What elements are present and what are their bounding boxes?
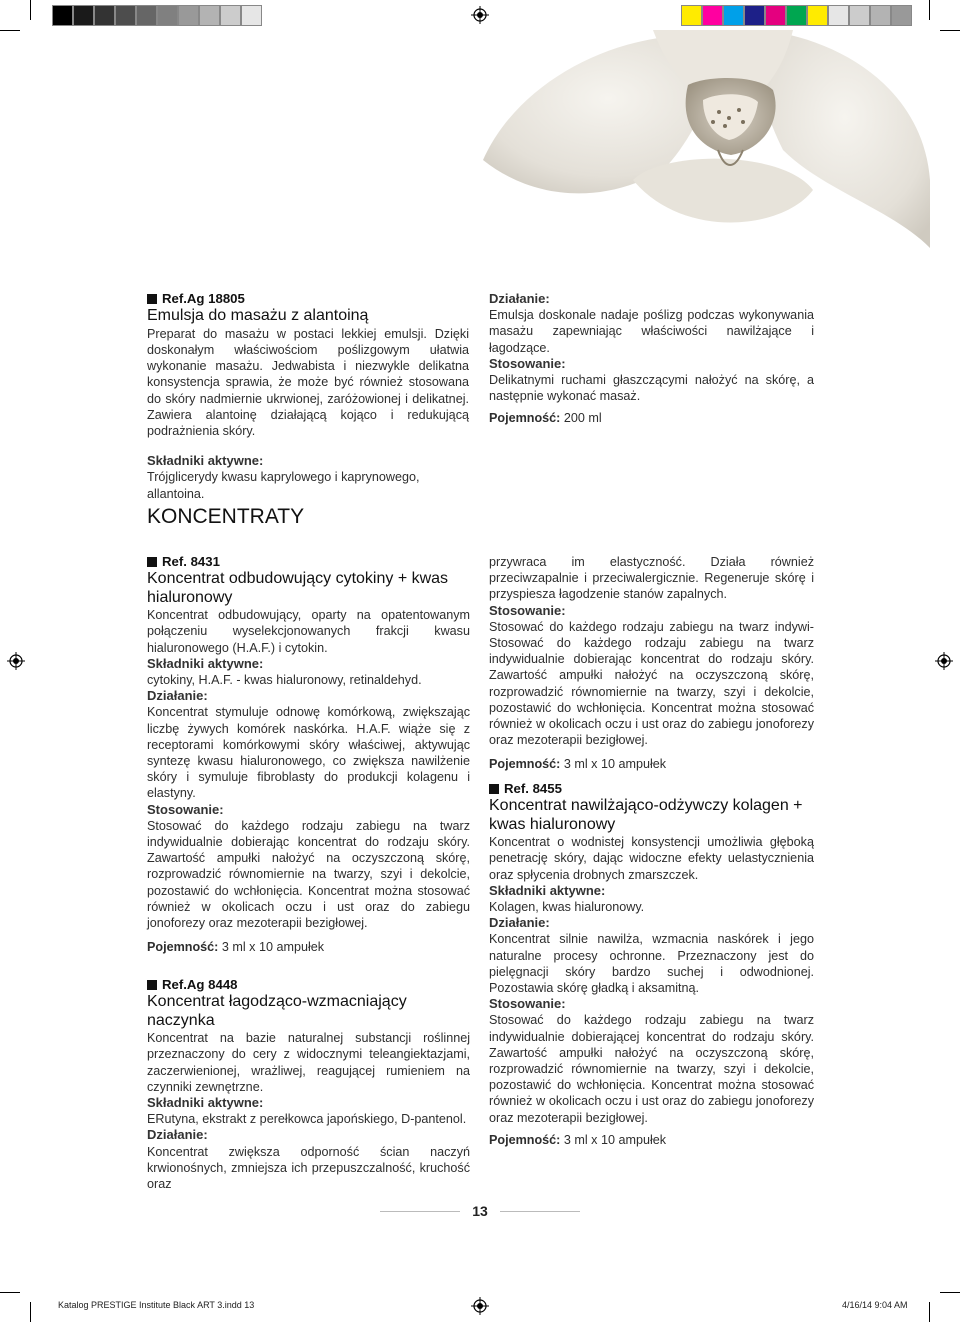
page-number: 13 xyxy=(472,1203,488,1219)
capacity-value: 3 ml x 10 ampułek xyxy=(563,757,667,772)
color-swatch xyxy=(786,5,807,26)
crop-mark xyxy=(30,0,31,20)
crop-mark xyxy=(940,1292,960,1293)
color-swatch xyxy=(744,5,765,26)
section-title: KONCENTRATY xyxy=(147,505,305,528)
registration-mark-icon xyxy=(935,652,953,670)
product-description: Koncentrat odbudowujący, oparty na opatentowanym połączeniu wyselekcjonowanych frakcji kwasu hialuronowego (H.A.F.) i cytokin. xyxy=(147,608,470,655)
registration-mark-icon xyxy=(471,1297,489,1315)
ingredients-label: Składniki aktywne: xyxy=(147,655,264,671)
square-bullet-icon xyxy=(147,294,157,304)
product-description: Preparat do masażu w postaci lekkiej emulsji. Dzięki doskonałym właściwościom poślizgowym ułatwia wykonanie masażu. Jedwabista i niezwykle delikatna konsystencja sprawia, że może być również stosowana do skóry nadmiernie ukrwionej, zaróżowionej i delikatnej. Zawiera alantoinę działającą kojąco i redukującą podrażnienia skóry. xyxy=(147,326,469,438)
capacity-value: 3 ml x 10 ampułek xyxy=(221,940,325,955)
square-bullet-icon xyxy=(489,784,499,794)
color-swatch xyxy=(94,5,115,26)
capacity-line xyxy=(489,1132,814,1148)
color-swatch xyxy=(828,5,849,26)
color-swatch xyxy=(870,5,891,26)
orchid-photo xyxy=(463,30,930,248)
capacity-label: Pojemność: xyxy=(489,1132,561,1147)
color-swatch xyxy=(52,5,73,26)
action-text: Emulsja doskonale nadaje poślizg podczas wykonywania masażu zapewniając właściwości nawilżające i łagodzące. xyxy=(489,308,814,355)
color-swatch xyxy=(891,5,912,26)
capacity-label: Pojemność: xyxy=(489,757,561,772)
ingredients-text: Kolagen, kwas hialuronowy. xyxy=(489,900,645,915)
product-ref: Ref.Ag 18805 xyxy=(147,291,469,307)
product-ref: Ref.Ag 8448 xyxy=(147,977,470,993)
ingredients-text: ERutyna, ekstrakt z perełkowca japońskiego, D-pantenol. xyxy=(147,1112,467,1127)
action-label: Działanie: xyxy=(489,915,550,931)
color-swatch xyxy=(157,5,178,26)
action-label: Działanie: xyxy=(147,688,208,704)
action-text-continued: przywraca im elastyczność. Działa również przeciwzapalnie i przeciwalergicznie. Regeneruje skórę i przyspiesza łagodzenie stanów zapalnych. xyxy=(489,555,814,602)
color-swatch xyxy=(220,5,241,26)
product-1-left-column xyxy=(147,291,469,502)
usage-label: Stosowanie: xyxy=(489,602,566,618)
product-description: Koncentrat na bazie naturalnej substancji roślinnej przeznaczony do cery z widocznymi teleangiektazjami, zaczerwienionej, wrażliwej, reagującej rumieniem na czynniki zewnętrzne. xyxy=(147,1031,470,1094)
capacity-label: Pojemność: xyxy=(489,411,561,426)
action-label: Działanie: xyxy=(489,291,550,306)
product-3-continued-column xyxy=(489,554,814,773)
color-swatch xyxy=(73,5,94,26)
grayscale-color-bar xyxy=(52,5,262,26)
color-swatch xyxy=(849,5,870,26)
capacity-value: 3 ml x 10 ampułek xyxy=(563,1132,667,1147)
registration-mark-icon xyxy=(471,6,489,24)
color-swatch xyxy=(136,5,157,26)
action-label: Działanie: xyxy=(147,1127,208,1143)
product-2-column xyxy=(147,554,470,955)
usage-text: Stosować do każdego rodzaju zabiegu na twarz indywi- Stosować do każdego rodzaju zabiegu na twarz indywidualnie dobierając koncentrat do rodzaju skóry. Zawartość ampułki nałożyć na oczyszczoną skórę, rozprowadzić równomiernie na twarzy, szyi i dekolcie, pozostawić do wchłonięcia. Koncentrat można stosować również w okolicach oczu i ust oraz do zabiegu jonoforezy oraz mezoterapii bezigłowej. xyxy=(489,619,814,748)
action-text: Koncentrat zwiększa odporność ścian naczyń krwionośnych, zmniejsza ich przepuszczalność, kruchość oraz xyxy=(147,1144,470,1192)
product-ref: Ref. 8431 xyxy=(147,554,470,570)
crop-mark xyxy=(929,0,930,20)
crop-mark xyxy=(929,1302,930,1322)
color-swatch xyxy=(178,5,199,26)
usage-text: Stosować do każdego rodzaju zabiegu na twarz indywidualnie dobierającej koncentrat do rodzaju skóry. Zawartość ampułki nałożyć na oczyszczoną skórę, rozprowadzić równomiernie na twarzy, szyi i dekolcie, pozostawić do wchłonięcia. Koncentrat można stosować również w okolicach oczu i ust oraz do zabiegu jonoforezy oraz mezoterapii bezigłowej. xyxy=(489,1013,814,1125)
color-swatch xyxy=(199,5,220,26)
usage-label: Stosowanie: xyxy=(147,801,224,817)
color-swatch xyxy=(807,5,828,26)
usage-label: Stosowanie: xyxy=(489,996,566,1012)
ingredients-label: Składniki aktywne: xyxy=(147,1095,264,1111)
product-title: Koncentrat nawilżająco-odżywczy kolagen + kwas hialuronowy xyxy=(489,797,803,833)
crop-mark xyxy=(0,30,20,31)
capacity-label: Pojemność: xyxy=(147,940,219,955)
capacity-line xyxy=(489,410,814,426)
crop-mark xyxy=(940,30,960,31)
ingredients-text: Trójglicerydy kwasu kaprylowego i kaprynowego, allantoina. xyxy=(147,470,420,501)
crop-mark xyxy=(30,1302,31,1322)
ingredients-text: cytokiny, H.A.F. - kwas hialuronowy, retinaldehyd. xyxy=(147,673,422,688)
product-title: Koncentrat odbudowujący cytokiny + kwas hialuronowy xyxy=(147,570,449,606)
color-swatch xyxy=(702,5,723,26)
square-bullet-icon xyxy=(147,557,157,567)
cmyk-color-bar xyxy=(681,5,912,26)
crop-mark xyxy=(0,1292,20,1293)
capacity-value: 200 ml xyxy=(563,411,602,426)
footer-file-info: Katalog PRESTIGE Institute Black ART 3.indd 13 xyxy=(58,1300,255,1310)
product-3-column xyxy=(147,977,470,1192)
product-1-right-column xyxy=(489,291,814,427)
capacity-line xyxy=(489,756,814,772)
product-description: Koncentrat o wodnistej konsystencji umożliwia głęboką penetrację skóry, dając widoczne efekty uelastycznienia oraz spłycenia drobnych zmarszczek. xyxy=(489,835,814,882)
usage-text: Stosować do każdego rodzaju zabiegu na twarz indywidualnie dobierając koncentrat do rodzaju skóry. Zawartość ampułki nałożyć na oczyszczoną skórę, rozprowadzić równomiernie na twarzy, szyi i dekolcie, pozostawić do wchłonięcia. Koncentrat można stosować również w okolicach oczu i ust oraz do zabiegu jonoforezy oraz mezoterapii bezigłowej. xyxy=(147,818,470,931)
product-ref: Ref. 8455 xyxy=(489,781,814,797)
usage-label: Stosowanie: xyxy=(489,355,566,371)
square-bullet-icon xyxy=(147,980,157,990)
product-title: Emulsja do masażu z alantoiną xyxy=(147,307,369,325)
action-text: Koncentrat stymuluje odnowę komórkową, zwiększając liczbę żywych komórek naskórka. H.A.F. wiąże się z receptorami komórkowymi skóry właściwej, aktywując syntezę kwasu hialuronowego, co zwiększa nawilżenie skóry i symuluje fibroblasty do produkcji kolagenu i elastyny. xyxy=(147,705,470,801)
ingredients-label: Składniki aktywne: xyxy=(147,453,264,469)
action-text: Koncentrat silnie nawilża, wzmacnia naskórek i jego naturalne procesy ochronne. Przeznaczony jest do pielęgnacji skóry bardzo suchej i odwodnionej. Pozostawia skórę gładką i aksamitną. xyxy=(489,932,814,996)
product-4-column xyxy=(489,781,814,1148)
page-number-rule-right xyxy=(500,1211,580,1212)
usage-text: Delikatnymi ruchami głaszczącymi nałożyć na skórę, a następnie wykonać masaż. xyxy=(489,373,814,404)
color-swatch xyxy=(115,5,136,26)
product-title: Koncentrat łagodząco-wzmacniający naczynka xyxy=(147,993,407,1029)
footer-timestamp: 4/16/14 9:04 AM xyxy=(842,1300,908,1310)
color-swatch xyxy=(723,5,744,26)
registration-mark-icon xyxy=(7,652,25,670)
color-swatch xyxy=(241,5,262,26)
capacity-line xyxy=(147,939,470,955)
color-swatch xyxy=(765,5,786,26)
page-number-rule-left xyxy=(380,1211,460,1212)
ingredients-label: Składniki aktywne: xyxy=(489,882,606,898)
color-swatch xyxy=(681,5,702,26)
